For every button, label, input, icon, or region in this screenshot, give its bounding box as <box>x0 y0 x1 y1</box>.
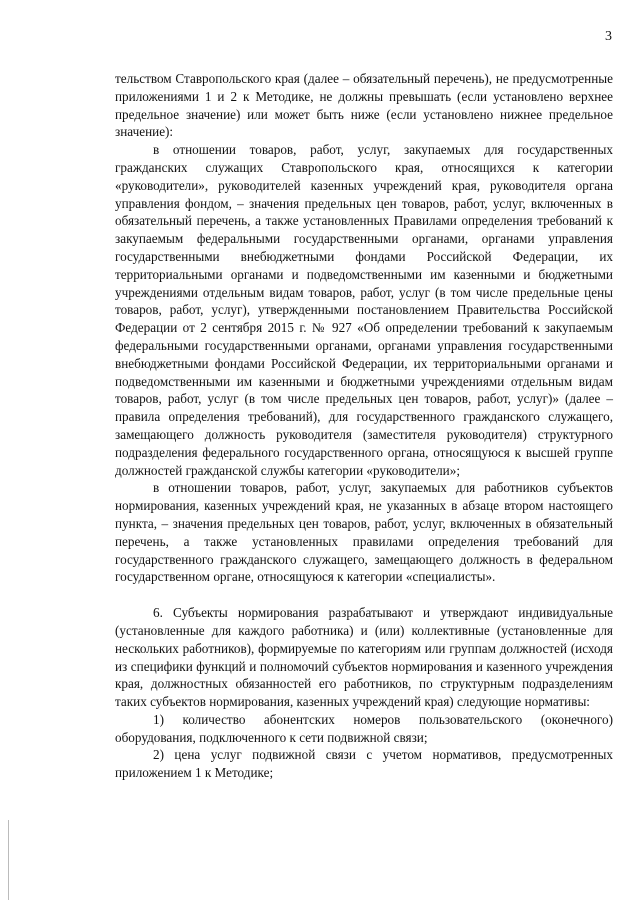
paragraph-specialists: в отношении товаров, работ, услуг, закупаемых для работников субъектов нормирования, казенных учреждений края, не указанных в абзаце втором настоящего пункта, – значения предельных цен товаров, работ, услуг, включенных в обязательный перечень, а также установленных правилами определения требований для государственного гражданского служащего, замещающего должность в федеральном государственном органе, относящуюся к категории «специалисты». <box>115 480 613 585</box>
document-body <box>115 70 613 782</box>
paragraph-item-6: 6. Субъекты нормирования разрабатывают и утверждают индивидуальные (установленные для каждого работника) и (или) коллективные (установленные для нескольких работников), формируемые по категориям или группам должностей (исходя из специфики функций и полномочий субъектов нормирования и казенного учреждения края, должностных обязанностей его работников, по структурным подразделениям таких субъектов нормирования, казенных учреждений края) следующие нормативы: <box>115 605 613 710</box>
paragraph-norm-1: 1) количество абонентских номеров пользовательского (оконечного) оборудования, подключенного к сети подвижной связи; <box>115 711 613 745</box>
paragraph-continuation: тельством Ставропольского края (далее – обязательный перечень), не предусмотренные приложениями 1 и 2 к Методике, не должны превышать (если установлено верхнее предельное значение) или может быть ниже (если установлено нижнее предельное значение): <box>115 71 613 140</box>
paragraph-managers: в отношении товаров, работ, услуг, закупаемых для государственных гражданских служащих Ставропольского края, относящихся к категории «руководители», руководителей казенных учреждений края, руководителя органа управления фондом, – значения предельных цен товаров, работ, услуг, включенных в обязательный перечень, а также установленных Правилами определения требований к закупаемым федеральными государственными органами, органами управления государственными внебюджетными фондами Российской Федерации, их территориальными органами и подведомственными им казенными и бюджетными учреждениями отдельным видам товаров, работ, услуг (в том числе предельные цены товаров, работ, услуг), утвержденными постановлением Правительства Российской Федерации от 2 сентября 2015 г. № 927 «Об определении требований к закупаемым федеральными государственными органами, органами управления государственными внебюджетными фондами Российской Федерации, их территориальными органами и подведомственными им казенными и бюджетными учреждениями отдельным видам товаров, работ, услуг (в том числе предельных цен товаров, работ, услуг)» (далее – правила определения требований), для государственного гражданского служащего, замещающего должность руководителя (заместителя руководителя) структурного подразделения федерального государственного органа, относящуюся к высшей группе должностей гражданской службы категории «руководители»; <box>115 142 613 478</box>
scan-edge-line <box>8 820 9 900</box>
paragraph-norm-2: 2) цена услуг подвижной связи с учетом нормативов, предусмотренных приложением 1 к Методике; <box>115 747 613 781</box>
page-number: 3 <box>605 29 612 44</box>
